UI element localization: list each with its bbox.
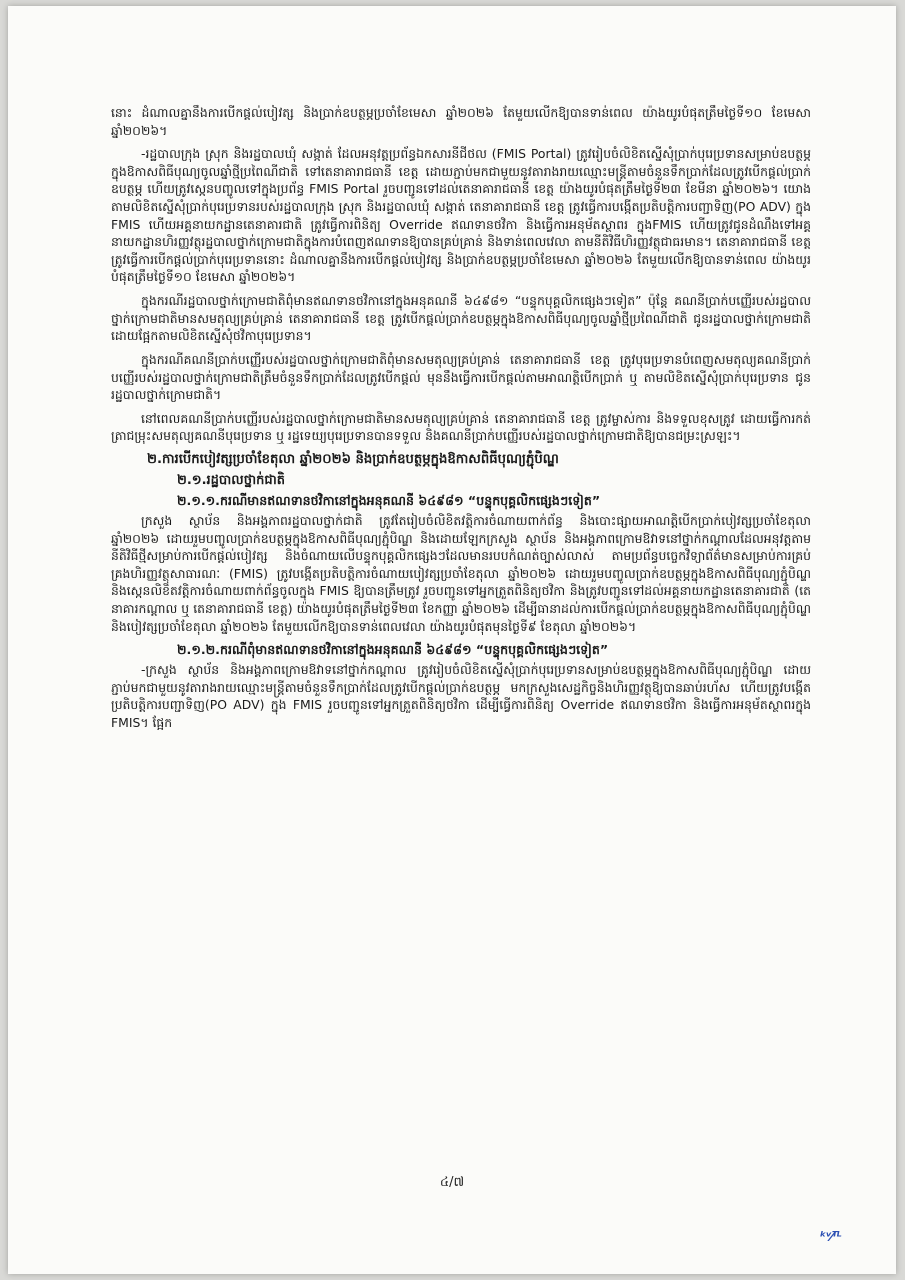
paragraph-continuation: នោះ ដំណាលគ្នានឹងការបើកផ្តល់បៀវត្ស និងប្រាក់ឧបត្ថម្ភប្រចាំខែមេសា ឆ្នាំ២០២៦ តែមួយលើកឱ្យបានទាន់ពេល យ៉ាងយូរបំផុតត្រឹមថ្ងៃទី១០ ខែមេសា ឆ្នាំ២០២៦។ [111, 105, 811, 138]
document-body [111, 104, 811, 738]
section-heading-2-1-2: ២.១.២.ករណីពុំមានឥណទានថវិកានៅក្នុងអនុគណនី ៦៤៩៨១ “បន្ទុកបុគ្គលិកផ្សេងៗទៀត” [177, 642, 609, 658]
paragraph-2-1-1: ក្រសួង ស្ថាប័ន និងអង្គភាពរដ្ឋបាលថ្នាក់ជាតិ ត្រូវតែរៀបចំលិខិតវត្តិការចំណាយពាក់ព័ន្ធ និងបោះផ្សាយអាណត្តិបើកប្រាក់បៀវត្សប្រចាំខែតុលា ឆ្នាំ២០២៦ ដោយរួមបញ្ចូលប្រាក់ឧបត្ថម្ភក្នុងឱកាសពិធីបុណ្យភ្ជុំបិណ្ឌ និងដោយឡែកក្រសួង ស្ថាប័ន និងអង្គភាពក្រោមឱវាទនៅថ្នាក់កណ្តាលដែលអនុវត្តតាមនីតិវិធីថ្មីសម្រាប់ការបើកផ្តល់បៀវត្ស និងចំណាយលើបន្ទុកបុគ្គលិកផ្សេងៗដែលមានរបបកំណត់ច្បាស់លាស់ តាមប្រព័ន្ធបច្ចេកវិទ្យាព័ត៌មានសម្រាប់ការគ្រប់គ្រងហិរញ្ញវត្ថុសាធារណៈ (FMIS) ត្រូវបង្កើតប្រតិបត្តិការចំណាយបៀវត្សប្រចាំខែតុលា ឆ្នាំ២០២៦ ដោយរួមបញ្ចូលប្រាក់ឧបត្ថម្ភក្នុងឱកាសពិធីបុណ្យភ្ជុំបិណ្ឌ និងស្កេនលិខិតវត្តិការចំណាយពាក់ព័ន្ធចូលក្នុង FMIS ឱ្យបានត្រឹមត្រូវ រួចបញ្ជូនទៅអ្នកត្រួតពិនិត្យថវិកា និងត្រូវបញ្ជូនទៅដល់អគ្គនាយកដ្ឋានតេនាគារជាតិ (តេនាគារកណ្តាល ឬ តេនាគារាជធានី ខេត្ត) យ៉ាងយូរបំផុតត្រឹមថ្ងៃទី២៣ ខែកញ្ញា ឆ្នាំ២០២៦ ដើម្បីធានាដល់ការបើកផ្តល់ប្រាក់ឧបត្ថម្ភក្នុងឱកាសពិធីបុណ្យភ្ជុំបិណ្ឌ និងបៀវត្សប្រចាំខែតុលា ឆ្នាំ២០២៦ តែមួយលើកឱ្យបានទាន់ពេលវេលា យ៉ាងយូរបំផុតមុនថ្ងៃទី៩ ខែតុលា ឆ្នាំ២០២៦។ [111, 513, 811, 634]
page-number: ៤/៧ [439, 1175, 465, 1190]
paragraph-insufficient-balance: ក្នុងករណីគណនីប្រាក់បញ្ញើរបស់រដ្ឋបាលថ្នាក់ក្រោមជាតិពុំមានសមតុល្យគ្រប់គ្រាន់ តេនាគារាជធានី ខេត្ត ត្រូវបុរេប្រទានបំពេញសមតុល្យគណនីប្រាក់បញ្ញើរបស់រដ្ឋបាលថ្នាក់ក្រោមជាតិត្រឹមចំនួនទឹកប្រាក់ដែលត្រូវបើកផ្តល់ មុននឹងធ្វើការបើកផ្តល់តាមអាណត្តិបើកប្រាក់ ឬ តាមលិខិតស្នើសុំប្រាក់បុរេប្រទាន ជូនរដ្ឋបាលថ្នាក់ក្រោមជាតិ។ [111, 351, 811, 403]
section-heading-2-1-1: ២.១.១.ករណីមានឥណទានថវិកានៅក្នុងអនុគណនី ៦៤៩៨១ “បន្ទុកបុគ្គលិកផ្សេងៗទៀត” [177, 493, 601, 509]
handwritten-initials: ᵏᵛ⁄ᵀᴸ [820, 1230, 841, 1245]
section-heading-2-1: ២.១.រដ្ឋបាលថ្នាក់ជាតិ [177, 472, 285, 488]
paragraph-fmis-portal: -រដ្ឋបាលក្រុង ស្រុក និងរដ្ឋបាលឃុំ សង្កាត់ ដែលអនុវត្តប្រព័ន្ធឯកសារនីជីថល (FMIS Portal) ត្រូវរៀបចំលិខិតស្នើសុំប្រាក់បុរេប្រទានសម្រាប់ឧបត្ថម្ភក្នុងឱកាសពិធីបុណ្យចូលឆ្នាំថ្មីប្រពៃណីជាតិ ទៅតេនាគារាជធានី ខេត្ត ដោយភ្ជាប់មកជាមួយនូវតារាងរាយឈ្មោះមន្ត្រីតាមចំនួនទឹកប្រាក់ដែលត្រូវបើកផ្តល់ប្រាក់ឧបត្ថម្ភ ហើយត្រូវស្កេនបញ្ចូលទៅក្នុងប្រព័ន្ធ FMIS Portal រួចបញ្ជូនទៅដល់តេនាគារាជធានី ខេត្ត យ៉ាងយូរបំផុតត្រឹមថ្ងៃទី២៣ ខែមីនា ឆ្នាំ២០២៦។ យោងតាមលិខិតស្នើសុំប្រាក់បុរេប្រទានរបស់រដ្ឋបាលក្រុង ស្រុក និងរដ្ឋបាលឃុំ សង្កាត់ តេនាគារាជធានី ខេត្ត ត្រូវធ្វើការបង្កើតប្រតិបត្តិការបញ្ជាទិញ(PO ADV) ក្នុង FMIS ហើយអគ្គនាយកដ្ឋានតេនាគារជាតិ ត្រូវធ្វើការពិនិត្យ Override ឥណទានថវិកា និងធ្វើការអនុម័តស្ថាពរ ក្នុងFMIS ហើយត្រូវជូនដំណឹងទៅអគ្គនាយកដ្ឋានហិរញ្ញវត្ថុរដ្ឋបាលថ្នាក់ក្រោមជាតិក្នុងការបំពេញឥណទានឱ្យបានគ្រប់គ្រាន់ និងទាន់ពេលវេលា តាមនីតិវិធីហិរញ្ញវត្ថុជាធរមាន។ តេនាគារាជធានី ខេត្ត ត្រូវធ្វើការបើកផ្តល់ប្រាក់បុរេប្រទាននោះ ដំណាលគ្នានឹងការបើកផ្តល់បៀវត្ស និងប្រាក់ឧបត្ថម្ភប្រចាំខែមេសា ឆ្នាំ២០២៦ តែមួយលើកឱ្យបានទាន់ពេល យ៉ាងយូរបំផុតត្រឹមថ្ងៃទី១០ ខែមេសា ឆ្នាំ២០២៦។ [111, 146, 811, 285]
paragraph-sufficient-balance: នៅពេលគណនីប្រាក់បញ្ញើរបស់រដ្ឋបាលថ្នាក់ក្រោមជាតិមានសមតុល្យគ្រប់គ្រាន់ តេនាគារាជធានី ខេត្ត ត្រូវម្ចាស់ការ និងទទួលខុសត្រូវ ដោយធ្វើការកត់ត្រាជម្រុះសមតុល្យគណនីបុរេប្រទាន ឬ រដ្ឋទេយ្យបុរេប្រទានបានទទួល និងគណនីប្រាក់បញ្ញើរបស់រដ្ឋបាលថ្នាក់ក្រោមជាតិឱ្យបានជម្រះស្រឡះ។ [111, 410, 811, 444]
paragraph-no-credit-case: ក្នុងករណីរដ្ឋបាលថ្នាក់ក្រោមជាតិពុំមានឥណទានថវិកានៅក្នុងអនុគណនី ៦៤៩៨១ “បន្ទុកបុគ្គលិកផ្សេងៗទៀត” ប៉ុន្តែ គណនីប្រាក់បញ្ញើរបស់រដ្ឋបាលថ្នាក់ក្រោមជាតិមានសមតុល្យគ្រប់គ្រាន់ តេនាគារាជធានី ខេត្ត ត្រូវបើកផ្តល់ប្រាក់ឧបត្ថម្ភក្នុងឱកាសពិធីបុណ្យចូលឆ្នាំថ្មីប្រពៃណីជាតិ ជូនរដ្ឋបាលថ្នាក់ក្រោមជាតិ ដោយផ្អែកតាមលិខិតស្នើសុំថវិកាបុរេប្រទាន។ [111, 293, 811, 344]
document-page [8, 6, 896, 1274]
paragraph-2-1-2: -ក្រសួង ស្ថាប័ន និងអង្គភាពក្រោមឱវាទនៅថ្នាក់កណ្តាល ត្រូវរៀបចំលិខិតស្នើសុំប្រាក់បុរេប្រទានសម្រាប់ឧបត្ថម្ភក្នុងឱកាសពិធីបុណ្យភ្ជុំបិណ្ឌ ដោយភ្ជាប់មកជាមួយនូវតារាងរាយឈ្មោះមន្ត្រីតាមចំនួនទឹកប្រាក់ដែលត្រូវបើកផ្តល់ប្រាក់ឧបត្ថម្ភ មកក្រសួងសេដ្ឋកិច្ចនិងហិរញ្ញវត្ថុឱ្យបានឆាប់រហ័ស ហើយត្រូវបង្កើតប្រតិបត្តិការបញ្ជាទិញ(PO ADV) ក្នុង FMIS រួចបញ្ជូនទៅអ្នកត្រួតពិនិត្យថវិកា ដើម្បីធ្វើការពិនិត្យ Override ឥណទានថវិកា និងធ្វើការអនុម័តស្ថាពរក្នុង FMIS។ ផ្អែក [111, 662, 811, 730]
section-heading-2: ២.ការបើកបៀវត្សប្រចាំខែតុលា ឆ្នាំ២០២៦ និងប្រាក់ឧបត្ថម្ភក្នុងឱកាសពិធីបុណ្យភ្ជុំបិណ្ឌ [147, 451, 559, 467]
